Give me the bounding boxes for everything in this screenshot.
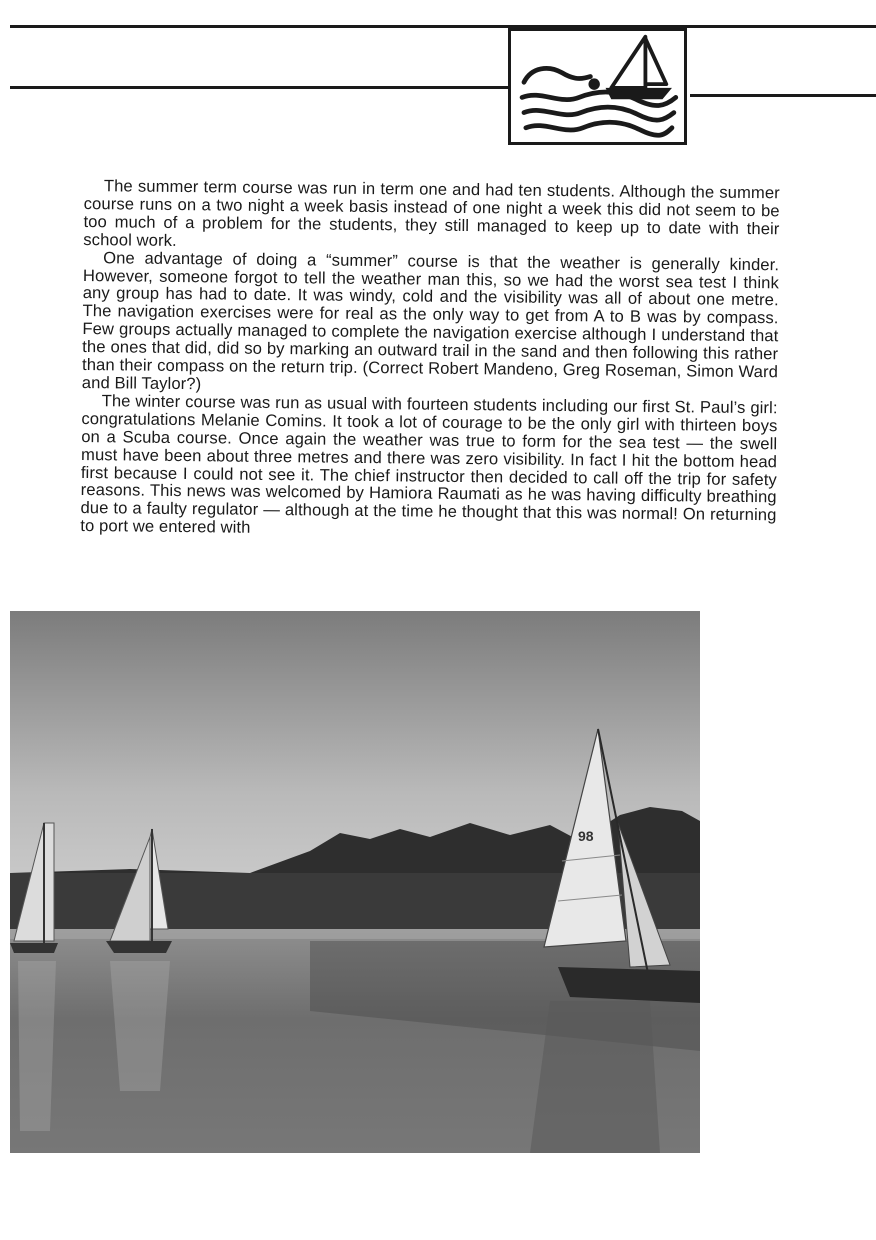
swimmer-and-sailboat-icon <box>511 31 684 142</box>
header-rule-right <box>690 94 876 97</box>
wave-icon <box>526 122 672 135</box>
section-logo <box>508 28 687 145</box>
swimmer-head-icon <box>588 78 599 89</box>
header-rule-left <box>10 86 509 89</box>
sail-icon <box>611 37 645 88</box>
sailboats-on-lake-image <box>10 611 700 1153</box>
wave-icon <box>524 107 674 120</box>
sail-number: 98 <box>578 828 594 844</box>
sailing-photo <box>10 611 700 1153</box>
paragraph-summer-course: The summer term course was run in term one and had ten students. Although the summer course runs on a two night a week basis instead of one night a week this did not seem to be too much of a problem for the students, they still managed to keep up to date with their school work. <box>83 176 780 250</box>
swimmer-arm-icon <box>524 68 590 82</box>
header-rule-top <box>10 25 876 28</box>
paragraph-sea-test: One advantage of doing a “summer” course is that the weather is generally kinder. However, someone forgot to tell the weather man this, so we had the worst sea test I think any group has had to date. It was windy, cold and the visibility was all of about one metre. The navigation exercises were for real as the only way to get from A to B was by compass. Few groups actually managed to complete the navigation exercise although I understand that the ones that did, did so by marking an outward trail in the sand and then following this rather than their compass on the return trip. (Correct Robert Mandeno, Greg Roseman, Simon Ward and Bill Taylor?) <box>81 247 780 394</box>
paragraph-winter-course: The winter course was run as usual with fourteen students including our first St. Paul’s girl: congratulations Melanie Comins. It took a lot of courage to be the only girl with thirteen boys on a Scuba course. Once again the weather was true to form for the sea test — the swell must have been about three metres and there was zero visibility. In fact I hit the bottom head first because I could not see it. The chief instructor then decided to call off the trip for safety reasons. This news was welcomed by Hamiora Raumati as he was having difficulty breathing due to a faulty regulator — although at the time he thought that this was normal! On returning to port we entered with <box>80 391 778 537</box>
jib-icon <box>645 39 666 85</box>
article-body <box>80 177 780 542</box>
